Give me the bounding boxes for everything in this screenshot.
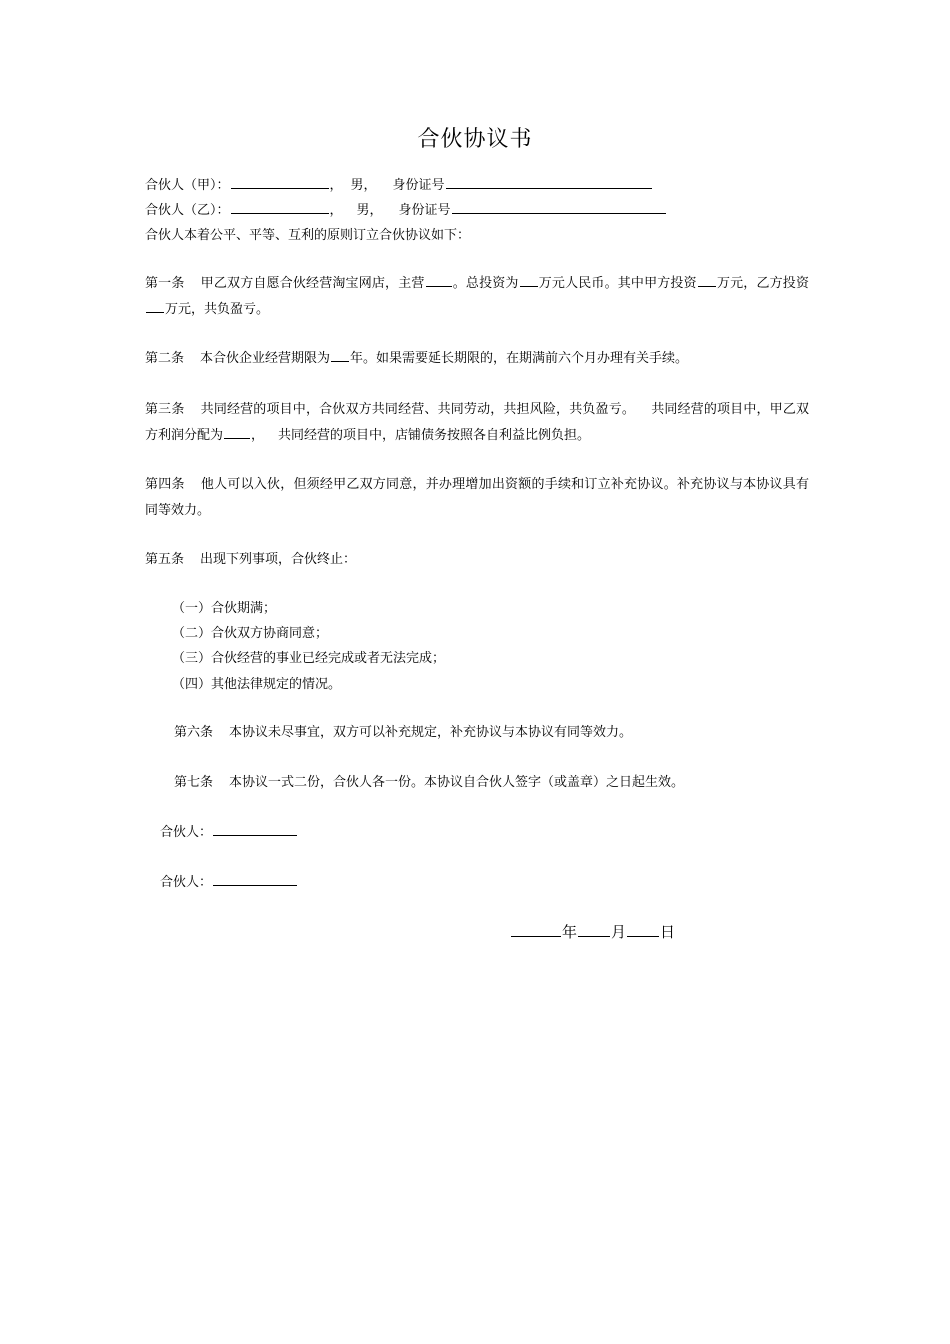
article-3-text-3: ， (251, 428, 265, 443)
partner-a-line (145, 173, 653, 199)
date-month-blank[interactable] (578, 921, 610, 937)
article-7-text: 本协议一式二份，合伙人各一份。本协议自合伙人签字（或盖章）之日起生效。 (229, 775, 685, 790)
intro-text: 合伙人本着公平、平等、互利的原则订立合伙协议如下： (145, 228, 471, 243)
partner-a-sep: ， (329, 178, 343, 193)
article-1-a-invest-blank[interactable] (698, 271, 716, 287)
partner-a-id-blank[interactable] (446, 173, 652, 189)
partner-b-label: 合伙人（乙）： (145, 203, 230, 218)
article-3-text-4: 共同经营的项目中，店铺债务按照各自利益比例负担。 (278, 428, 591, 443)
partner-a-gender: 男， (350, 178, 377, 193)
partner-b-sep: ， (329, 203, 343, 218)
signature-line-2 (160, 870, 298, 896)
signature-line-1 (160, 820, 298, 846)
article-1-total-blank[interactable] (520, 271, 538, 287)
article-1-b-invest-blank[interactable] (146, 297, 164, 313)
article-5-text: 出现下列事项，合伙终止： (200, 552, 357, 567)
article-2-text-1: 本合伙企业经营期限为 (200, 351, 331, 366)
article-3-profit-blank[interactable] (224, 423, 250, 439)
document-title: 合伙协议书 (417, 127, 533, 152)
partner-b-line (145, 198, 667, 224)
partner-b-id-label: 身份证号 (398, 203, 451, 218)
signature-label-1: 合伙人： (160, 825, 213, 840)
article-1-text-4: 万元，乙方投资 (716, 276, 809, 291)
article-5-item: （四）其他法律规定的情况。 (172, 677, 342, 692)
article-4-heading: 第四条 (145, 477, 185, 492)
date-month-label: 月 (611, 923, 627, 941)
signature-blank-1[interactable] (213, 820, 297, 836)
article-5 (145, 547, 356, 573)
date-day-blank[interactable] (627, 921, 659, 937)
article-1 (145, 271, 809, 323)
partner-b-id-blank[interactable] (452, 198, 666, 214)
article-5-item: （三）合伙经营的事业已经完成或者无法完成； (172, 651, 446, 666)
article-6 (174, 720, 632, 746)
article-3 (145, 397, 809, 449)
article-7-heading: 第七条 (174, 775, 214, 790)
signature-label-2: 合伙人： (160, 875, 213, 890)
article-1-text-3: 万元人民币。其中甲方投资 (538, 276, 697, 291)
signature-blank-2[interactable] (213, 870, 297, 886)
article-3-text-1: 共同经营的项目中，合伙双方共同经营、共同劳动，共担风险，共负盈亏。 (200, 402, 636, 417)
article-1-heading: 第一条 (145, 276, 185, 291)
date-year-label: 年 (562, 923, 578, 941)
article-1-text-2: 。总投资为 (452, 276, 519, 291)
article-6-heading: 第六条 (174, 725, 214, 740)
partner-a-label: 合伙人（甲）： (145, 178, 230, 193)
partner-b-gender: 男， (356, 203, 383, 218)
article-1-business-blank[interactable] (426, 271, 452, 287)
article-7 (174, 770, 684, 796)
date-year-blank[interactable] (511, 921, 561, 937)
date-line (510, 919, 675, 945)
article-2-text-2: 年。如果需要延长期限的，在期满前六个月办理有关手续。 (350, 351, 689, 366)
article-2-heading: 第二条 (145, 351, 185, 366)
article-5-heading: 第五条 (145, 552, 185, 567)
article-5-item: （一）合伙期满； (172, 601, 277, 616)
article-1-text-5: 万元，共负盈亏。 (165, 302, 270, 317)
article-6-text: 本协议未尽事宜，双方可以补充规定，补充协议与本协议有同等效力。 (229, 725, 633, 740)
partner-b-name-blank[interactable] (231, 198, 329, 214)
partner-a-name-blank[interactable] (231, 173, 329, 189)
partner-a-id-label: 身份证号 (392, 178, 445, 193)
article-2 (145, 346, 809, 372)
article-1-text-1: 甲乙双方自愿合伙经营淘宝网店，主营 (200, 276, 425, 291)
date-day-label: 日 (660, 923, 676, 941)
article-4 (145, 472, 809, 524)
article-3-heading: 第三条 (145, 402, 185, 417)
article-4-text: 他人可以入伙，但须经甲乙双方同意，并办理增加出资额的手续和订立补充协议。补充协议与本协议具有同等效力。 (145, 477, 809, 518)
article-5-item: （二）合伙双方协商同意； (172, 626, 329, 641)
article-2-term-blank[interactable] (331, 346, 349, 362)
article-3-text-2: 共同经营的项目中，甲乙双方利润分配为 (145, 402, 809, 443)
